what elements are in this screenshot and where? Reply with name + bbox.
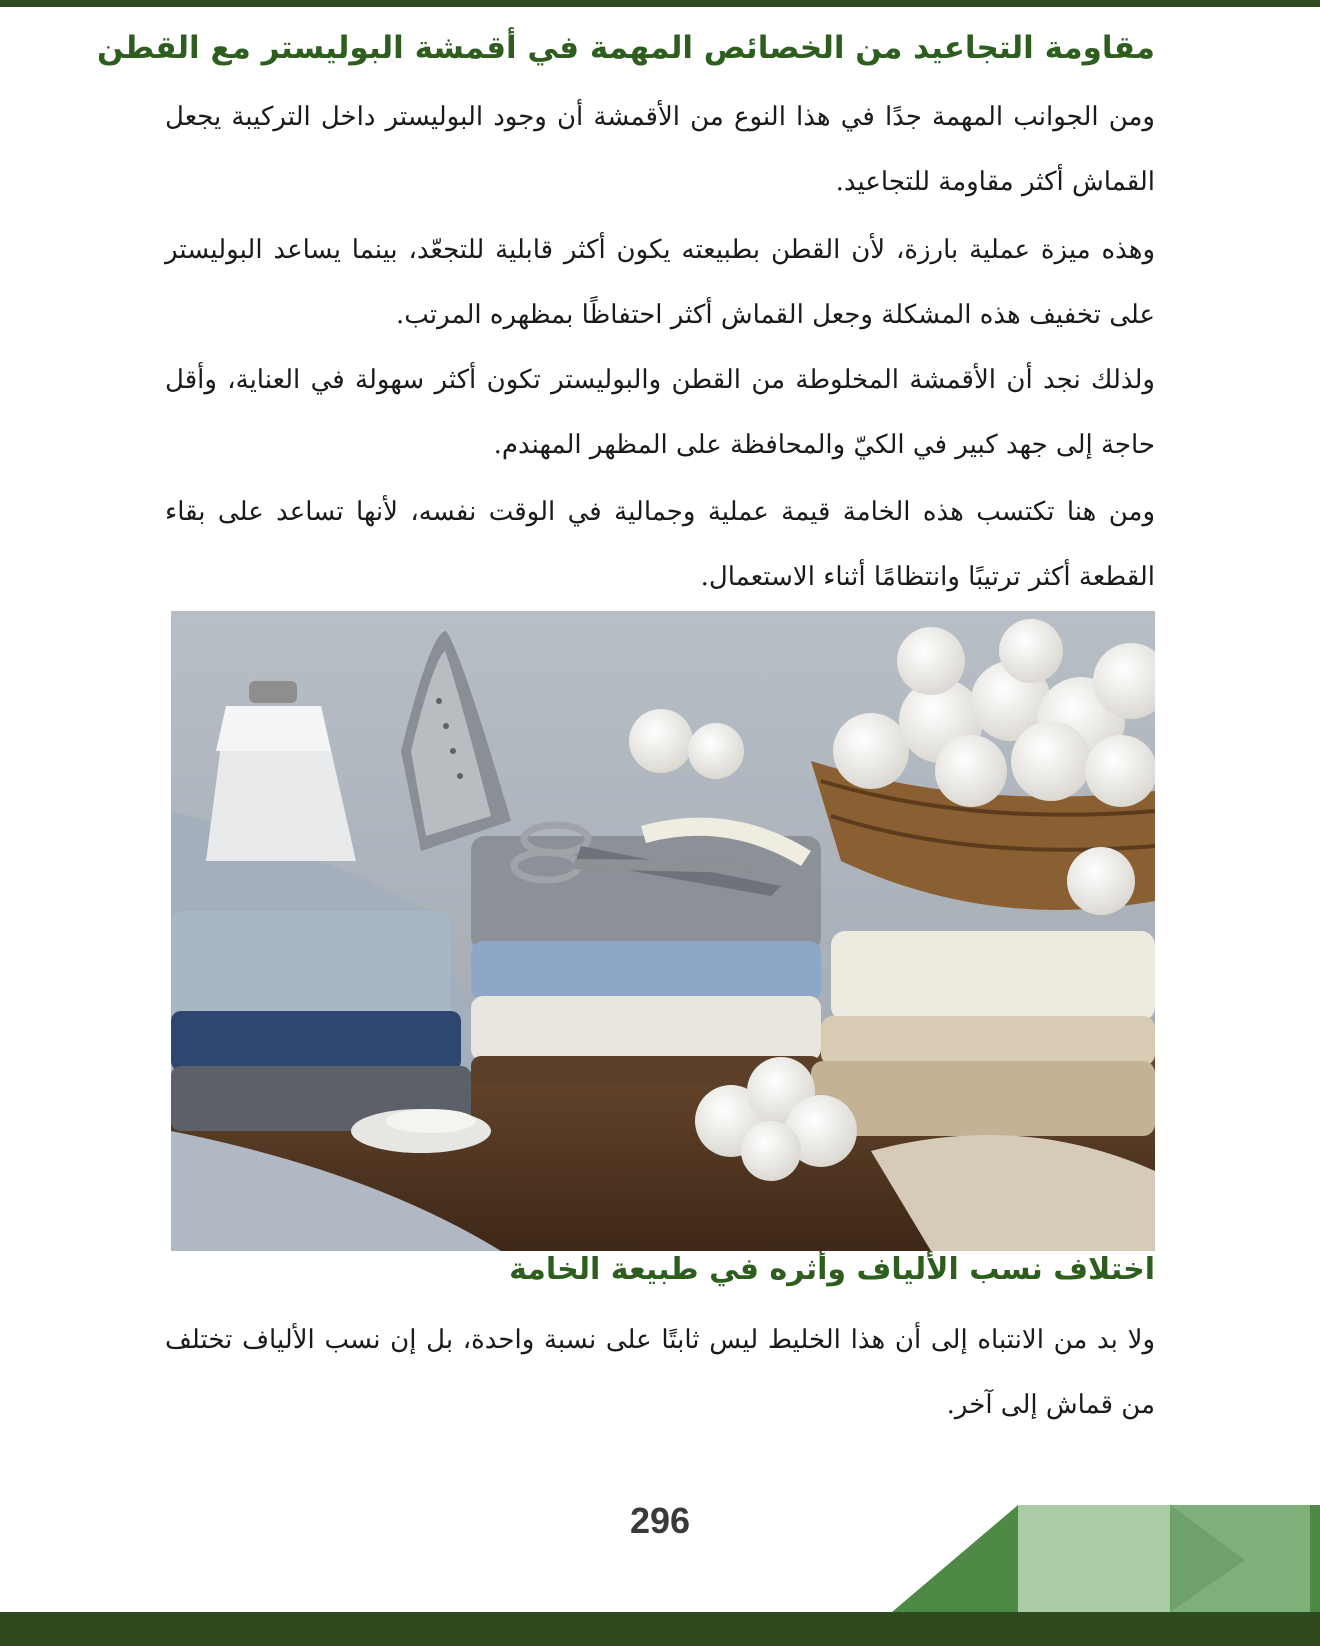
paragraph-5: ولا بد من الانتباه إلى أن هذا الخليط ليس ثابتًا على نسبة واحدة، بل إن نسب الألياف تختلف من قماش إلى آخر. (165, 1325, 1155, 1420)
fabric-photo (171, 611, 1155, 1251)
paragraph-3: ولذلك نجد أن الأقمشة المخلوطة من القطن والبوليستر تكون أكثر سهولة في العناية، وأقل حاجة إلى جهد كبير في الكيّ والمحافظة على المظهر المهندم. (165, 365, 1155, 460)
paragraph-4: ومن هنا تكتسب هذه الخامة قيمة عملية وجمالية في الوقت نفسه، لأنها تساعد على بقاء القطعة أكثر ترتيبًا وانتظامًا أثناء الاستعمال. (165, 497, 1155, 592)
section-heading-fiber-ratios: اختلاف نسب الألياف وأثره في طبيعة الخامة (509, 1252, 1155, 1287)
bottom-border-bar (0, 1612, 1320, 1646)
section-heading-wrinkle-resistance: مقاومة التجاعيد من الخصائص المهمة في أقمشة البوليستر مع القطن (97, 30, 1155, 66)
paragraph-1: ومن الجوانب المهمة جدًا في هذا النوع من الأقمشة أن وجود البوليستر داخل التركيبة يجعل القماش أكثر مقاومة للتجاعيد. (165, 102, 1155, 197)
fabric-stack-left (171, 911, 471, 1131)
fabric-stack-right (811, 931, 1155, 1136)
page-number: 296 (629, 1500, 691, 1541)
paragraph-2: وهذه ميزة عملية بارزة، لأن القطن بطبيعته يكون أكثر قابلية للتجعّد، بينما يساعد البوليستر على تخفيف هذه المشكلة وجعل القماش أكثر احتفاظًا بمظهره المرتب. (165, 235, 1155, 330)
polyester-pellets-icon (351, 1109, 491, 1153)
